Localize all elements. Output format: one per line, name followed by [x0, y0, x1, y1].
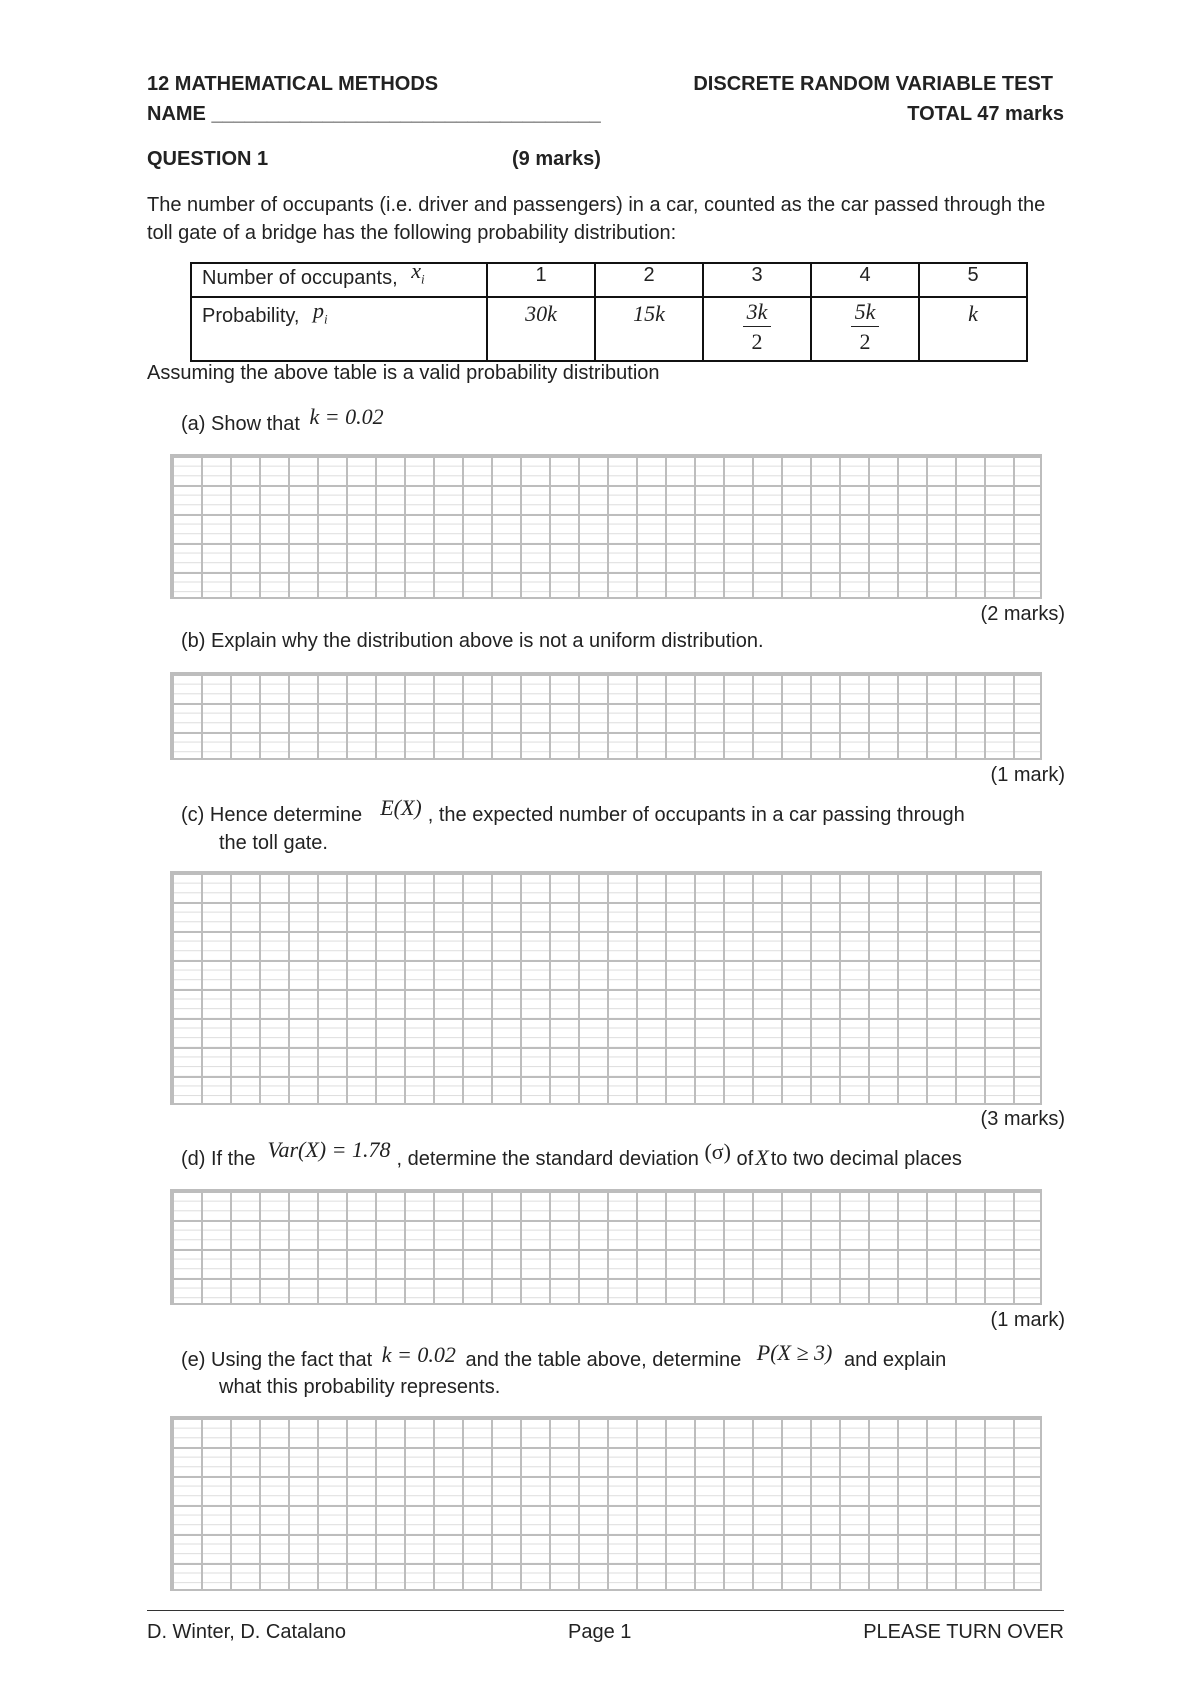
math-k-value: k = 0.02 — [309, 404, 384, 429]
x-value-cell: 1 — [487, 263, 595, 297]
answer-grid-b[interactable] — [170, 672, 1042, 760]
part-c-prompt: (c) Hence determine E(X) , the expected number of occupants in a car passing through — [181, 795, 965, 826]
x-value-cell: 3 — [703, 263, 811, 297]
part-d-marks: (1 mark) — [990, 1309, 1065, 1331]
test-title: DISCRETE RANDOM VARIABLE TEST — [693, 73, 1053, 95]
answer-grid-e[interactable] — [170, 1416, 1042, 1591]
footer-divider — [147, 1610, 1064, 1611]
p-value: 15k — [633, 301, 665, 326]
probability-header-cell — [191, 297, 487, 361]
table-row-occupants — [191, 263, 1027, 297]
x-value-cell: 2 — [595, 263, 703, 297]
part-e-prompt-cont: what this probability represents. — [219, 1376, 501, 1398]
assumption-text: Assuming the above table is a valid probability distribution — [147, 362, 660, 384]
math-sigma: (σ) — [704, 1139, 731, 1164]
x-symbol: $x_i$ — [411, 258, 425, 287]
answer-grid-a[interactable] — [170, 454, 1042, 599]
total-marks: TOTAL 47 marks — [907, 103, 1064, 125]
p-value: 30k — [525, 301, 557, 326]
p-symbol: $p_i$ — [313, 298, 328, 327]
occupants-header-cell — [191, 258, 487, 297]
part-a-prompt: (a) Show that k = 0.02 — [181, 404, 384, 435]
part-a-marks: (2 marks) — [980, 603, 1065, 625]
question-intro: The number of occupants (i.e. driver and passengers) in a car, counted as the car passed through the toll gate of a bridge has the following probability distribution: — [147, 194, 1046, 244]
math-variance: Var(X) = 1.78 — [267, 1137, 391, 1162]
part-b-marks: (1 mark) — [990, 764, 1065, 786]
p-value: k — [968, 301, 978, 326]
answer-grid-c[interactable] — [170, 871, 1042, 1105]
math-probability: P(X ≥ 3) — [756, 1340, 833, 1365]
fraction: $\frac{3k}{2}$ — [743, 298, 772, 357]
part-b-prompt: (b) Explain why the distribution above is not a uniform distribution. — [181, 630, 764, 652]
part-d-prompt: (d) If the Var(X) = 1.78 , determine the standard deviation (σ) ofX to two decimal places — [181, 1137, 962, 1170]
question-marks: (9 marks) — [512, 148, 601, 170]
footer-authors: D. Winter, D. Catalano — [147, 1621, 346, 1643]
math-k-value: k = 0.02 — [381, 1342, 456, 1367]
p-value-cell — [703, 297, 811, 361]
p-value-cell — [595, 297, 703, 361]
footer-turn-over: PLEASE TURN OVER — [863, 1621, 1064, 1643]
fraction: $\frac{5k}{2}$ — [851, 298, 880, 357]
math-x: X — [755, 1145, 769, 1170]
probability-label: Probability, — [202, 305, 300, 327]
part-c-prompt-cont: the toll gate. — [219, 832, 328, 854]
table-row-probability — [191, 297, 1027, 361]
part-e-prompt: (e) Using the fact that k = 0.02 and the table above, determine P(X ≥ 3) and explain — [181, 1340, 947, 1371]
probability-table — [190, 258, 1028, 362]
answer-grid-d[interactable] — [170, 1189, 1042, 1305]
occupants-label: Number of occupants, — [202, 267, 398, 289]
p-value-cell — [919, 297, 1027, 361]
footer-page-number: Page 1 — [568, 1621, 632, 1643]
math-expectation: E(X) — [380, 795, 422, 820]
p-value-cell — [487, 297, 595, 361]
name-field-label: NAME ___________________________________ — [147, 103, 601, 125]
part-c-marks: (3 marks) — [980, 1108, 1065, 1130]
x-value-cell: 5 — [919, 263, 1027, 297]
question-title: QUESTION 1 — [147, 148, 269, 170]
x-value-cell: 4 — [811, 263, 919, 297]
p-value-cell — [811, 297, 919, 361]
course-title: 12 MATHEMATICAL METHODS — [147, 73, 439, 95]
